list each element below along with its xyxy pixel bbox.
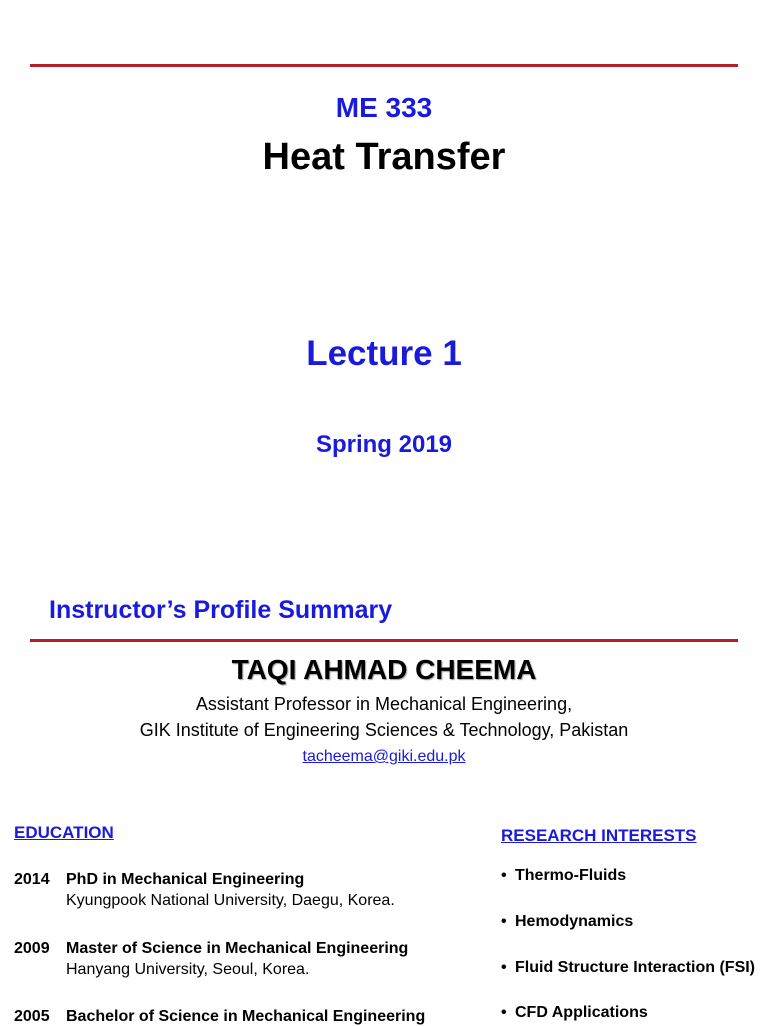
bullet-icon: • <box>501 867 507 884</box>
education-item <box>14 1008 425 1026</box>
lecture-number: Lecture 1 <box>306 334 462 373</box>
research-heading: RESEARCH INTERESTS <box>501 826 697 845</box>
research-item-label: Fluid Structure Interaction (FSI) <box>515 959 756 976</box>
research-item <box>501 867 626 885</box>
education-year: 2014 <box>14 871 50 888</box>
education-degree: Bachelor of Science in Mechanical Engineering <box>66 1008 426 1025</box>
research-item-label: Thermo-Fluids <box>515 867 627 884</box>
instructor-institute: GIK Institute of Engineering Sciences & Technology, Pakistan <box>139 720 629 740</box>
instructor-name: TAQI AHMAD CHEEMA <box>231 654 537 685</box>
education-year: 2009 <box>14 940 50 957</box>
profile-divider-line <box>30 639 738 642</box>
course-title: Heat Transfer <box>262 136 506 178</box>
bullet-icon: • <box>501 1004 507 1021</box>
research-item <box>501 1004 648 1022</box>
education-item <box>14 871 395 910</box>
bullet-icon: • <box>501 913 507 930</box>
education-school: Hanyang University, Seoul, Korea. <box>66 961 310 978</box>
education-heading: EDUCATION <box>14 823 114 842</box>
email-link[interactable]: tacheema@giki.edu.pk <box>302 748 466 765</box>
research-item-label: CFD Applications <box>515 1004 648 1021</box>
education-degree: Master of Science in Mechanical Engineering <box>66 940 409 957</box>
top-divider-line <box>30 64 738 67</box>
bullet-icon: • <box>501 959 507 976</box>
research-item <box>501 913 633 931</box>
education-school: Kyungpook National University, Daegu, Korea. <box>66 892 395 909</box>
course-code: ME 333 <box>335 92 433 123</box>
research-item-label: Hemodynamics <box>515 913 634 930</box>
education-year: 2005 <box>14 1008 50 1025</box>
profile-heading: Instructor’s Profile Summary <box>49 596 393 624</box>
instructor-position: Assistant Professor in Mechanical Engineering, <box>195 694 573 714</box>
education-degree: PhD in Mechanical Engineering <box>66 871 305 888</box>
education-item <box>14 940 408 979</box>
term-label: Spring 2019 <box>315 431 453 458</box>
research-item <box>501 959 755 977</box>
